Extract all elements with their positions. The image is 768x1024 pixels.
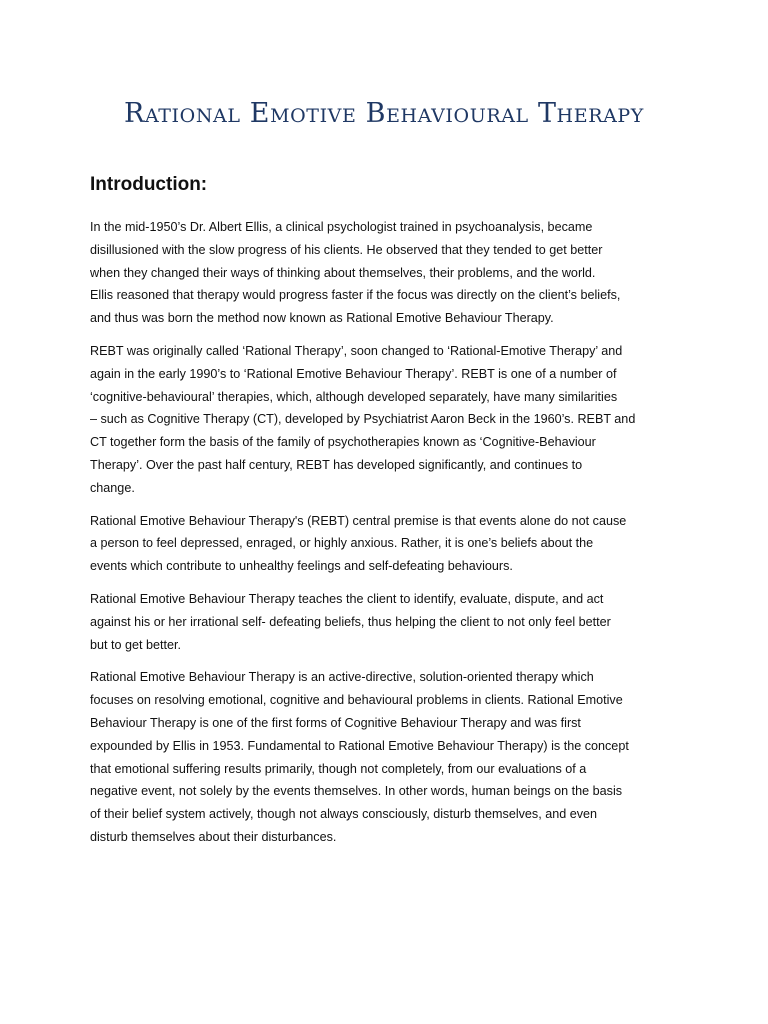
text-line: focuses on resolving emotional, cognitive and behavioural problems in clients. Rational Emotive — [90, 693, 623, 708]
text-line: CT together form the basis of the family of psychotherapies known as ‘Cognitive-Behaviour — [90, 435, 596, 450]
text-line: ‘cognitive-behavioural’ therapies, which, although developed separately, have many similarities — [90, 389, 618, 404]
text-line: – such as Cognitive Therapy (CT), developed by Psychiatrist Aaron Beck in the 1960’s. REBT and — [90, 412, 636, 427]
text-line: Ellis reasoned that therapy would progress faster if the focus was directly on the client’s beliefs, — [90, 288, 621, 303]
text-line: REBT was originally called ‘Rational Therapy’, soon changed to ‘Rational-Emotive Therapy’ and — [90, 343, 623, 358]
paragraph-3 — [90, 510, 690, 578]
section-heading: Introduction: — [90, 174, 208, 195]
document-body — [90, 216, 690, 859]
paragraph-2 — [90, 340, 690, 500]
text-line: expounded by Ellis in 1953. Fundamental to Rational Emotive Behaviour Therapy) is the concept — [90, 738, 629, 753]
text-line: that emotional suffering results primarily, though not completely, from our evaluations of a — [90, 761, 587, 776]
text-line: Rational Emotive Behaviour Therapy teaches the client to identify, evaluate, dispute, and act — [90, 591, 604, 606]
text-line: against his or her irrational self- defeating beliefs, thus helping the client to not only feel better — [90, 614, 611, 629]
text-line: negative event, not solely by the events themselves. In other words, human beings on the basis — [90, 784, 623, 799]
text-line: when they changed their ways of thinking about themselves, their problems, and the world. — [90, 265, 596, 280]
text-line: of their belief system actively, though not always consciously, disturb themselves, and even — [90, 807, 598, 822]
text-line: change. — [90, 480, 135, 495]
text-line: Rational Emotive Behaviour Therapy is an active-directive, solution-oriented therapy which — [90, 670, 594, 685]
paragraph-4 — [90, 588, 690, 656]
text-line: a person to feel depressed, enraged, or highly anxious. Rather, it is one’s beliefs about the — [90, 536, 594, 551]
text-line: In the mid-1950’s Dr. Albert Ellis, a clinical psychologist trained in psychoanalysis, became — [90, 220, 593, 234]
text-line: Rational Emotive Behaviour Therapy's (REBT) central premise is that events alone do not cause — [90, 513, 627, 528]
paragraph-1 — [90, 216, 690, 330]
text-line: again in the early 1990’s to ‘Rational Emotive Behaviour Therapy’. REBT is one of a number of — [90, 366, 617, 381]
text-line: but to get better. — [90, 637, 182, 652]
text-line: disturb themselves about their disturbances. — [90, 829, 337, 844]
text-line: disillusioned with the slow progress of his clients. He observed that they tended to get better — [90, 242, 603, 257]
text-line: Therapy’. Over the past half century, REBT has developed significantly, and continues to — [90, 457, 583, 472]
document-title: Rational Emotive Behavioural Therapy — [124, 98, 644, 129]
paragraph-5 — [90, 666, 690, 848]
text-line: and thus was born the method now known as Rational Emotive Behaviour Therapy. — [90, 311, 554, 326]
text-line: events which contribute to unhealthy feelings and self-defeating behaviours. — [90, 559, 513, 574]
text-line: Behaviour Therapy is one of the first forms of Cognitive Behaviour Therapy and was first — [90, 715, 581, 730]
